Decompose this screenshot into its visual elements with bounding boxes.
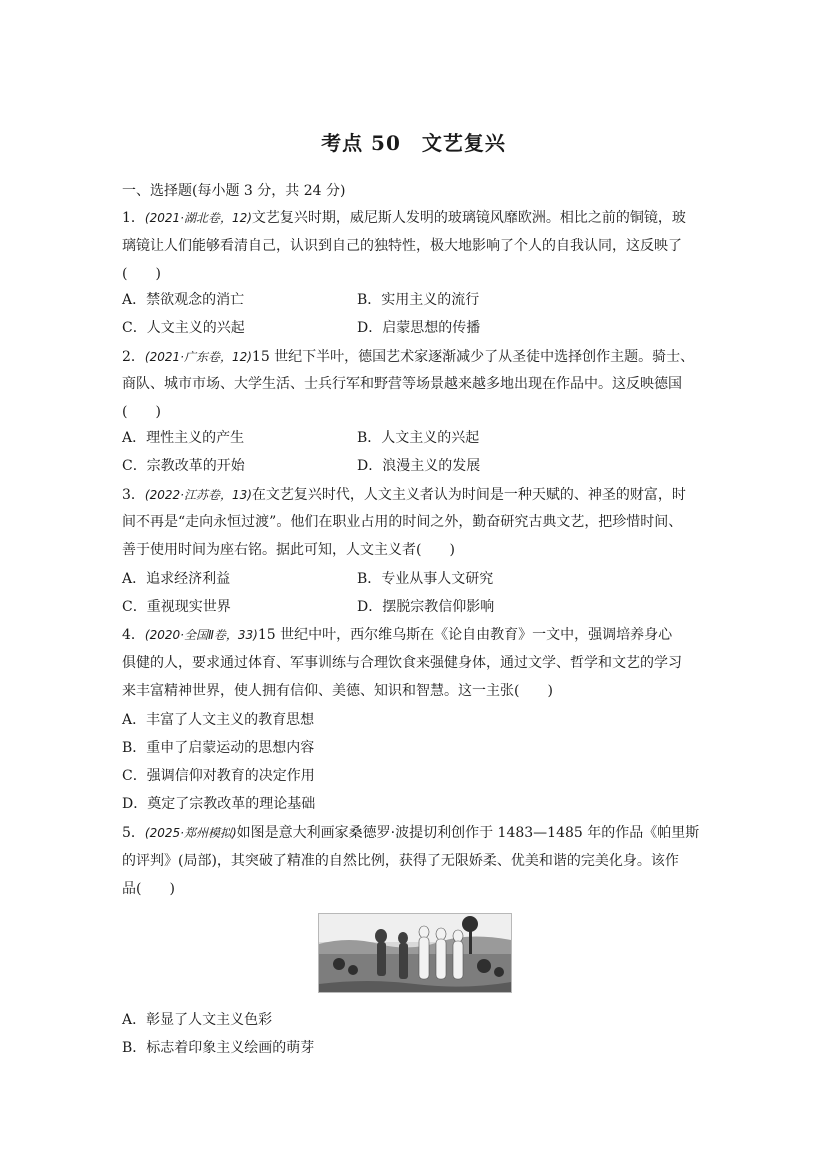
question-5-line-1: 5．(2025·郑州模拟)如图是意大利画家桑德罗·波提切利创作于 1483—1485 年的作品《帕里斯 [122, 825, 700, 841]
question-2-option-a: A．理性主义的产生 [122, 430, 245, 446]
question-1-line-1: 1．(2021·湖北卷，12)文艺复兴时期，威尼斯人发明的玻璃镜风靡欧洲。相比之前的铜镜，玻 [122, 210, 686, 226]
question-1-option-c: C．人文主义的兴起 [122, 320, 245, 336]
question-3-option-d: D．摆脱宗教信仰影响 [357, 599, 495, 615]
question-4-option-c: C．强调信仰对教育的决定作用 [122, 768, 315, 784]
question-4-number: 4． [122, 627, 145, 643]
question-2-line-2: 商队、城市市场、大学生活、士兵行军和野营等场景越来越多地出现在作品中。这反映德国 [122, 376, 682, 392]
question-5-option-b: B．标志着印象主义绘画的萌芽 [122, 1040, 315, 1056]
question-1-source: (2021·湖北卷，12) [144, 211, 252, 225]
question-4-option-d: D．奠定了宗教改革的理论基础 [122, 796, 316, 812]
question-2-line-1: 2．(2021·广东卷，12)15 世纪下半叶，德国艺术家逐渐减少了从圣徒中选择创作主题。骑士、 [122, 349, 695, 365]
question-1-option-a: A．禁欲观念的消亡 [122, 292, 245, 308]
question-3-option-c: C．重视现实世界 [122, 599, 231, 615]
section-heading: 一、选择题(每小题 3 分，共 24 分) [122, 183, 346, 199]
question-3-line-2: 间不再是“走向永恒过渡”。他们在职业占用的时间之外，勤奋研究古典文艺，把珍惜时间、 [122, 514, 683, 530]
question-3-option-b: B．专业从事人文研究 [357, 571, 494, 587]
question-4-line-1: 4．(2020·全国Ⅱ卷，33)15 世纪中叶，西尔维乌斯在《论自由教育》一文中，强调培养身心 [122, 627, 673, 643]
question-3-line-1: 3．(2022·江苏卷，13)在文艺复兴时代，人文主义者认为时间是一种天赋的、神圣的财富，时 [122, 487, 686, 503]
painting-illustration [319, 914, 511, 992]
question-1-number: 1． [122, 210, 145, 226]
question-1-option-d: D．启蒙思想的传播 [357, 320, 481, 336]
page-title: 考点 50 文艺复兴 [321, 131, 506, 155]
painting-image [318, 913, 512, 993]
question-5-option-a: A．彰显了人文主义色彩 [122, 1012, 273, 1028]
question-4-option-a: A．丰富了人文主义的教育思想 [122, 712, 315, 728]
question-4-source: (2020·全国Ⅱ卷，33) [144, 628, 258, 642]
question-5-number: 5． [122, 825, 145, 841]
question-3-number: 3． [122, 487, 145, 503]
question-2-line-3: ( ) [122, 404, 161, 420]
question-2-option-d: D．浪漫主义的发展 [357, 458, 481, 474]
question-3-line-3: 善于使用时间为座右铭。据此可知，人文主义者( ) [122, 542, 455, 558]
question-2-number: 2． [122, 349, 145, 365]
question-2-option-c: C．宗教改革的开始 [122, 458, 245, 474]
question-5-source: (2025·郑州模拟) [144, 826, 237, 840]
question-3-source: (2022·江苏卷，13) [144, 488, 252, 502]
question-1-line-2: 璃镜让人们能够看清自己，认识到自己的独特性，极大地影响了个人的自我认同，这反映了 [122, 238, 682, 254]
question-4-line-2: 俱健的人，要求通过体育、军事训练与合理饮食来强健身体，通过文学、哲学和文艺的学习 [122, 655, 682, 671]
question-3-option-a: A．追求经济利益 [122, 571, 231, 587]
question-5-line-2: 的评判》(局部)，其突破了精准的自然比例，获得了无限娇柔、优美和谐的完美化身。该作 [122, 853, 679, 869]
question-2-option-b: B．人文主义的兴起 [357, 430, 480, 446]
question-1-option-b: B．实用主义的流行 [357, 292, 480, 308]
question-4-option-b: B．重申了启蒙运动的思想内容 [122, 740, 315, 756]
question-1-line-3: ( ) [122, 266, 161, 282]
question-5-line-3: 品( ) [122, 881, 175, 897]
question-4-line-3: 来丰富精神世界，使人拥有信仰、美德、知识和智慧。这一主张( ) [122, 683, 553, 699]
question-2-source: (2021·广东卷，12) [144, 350, 252, 364]
